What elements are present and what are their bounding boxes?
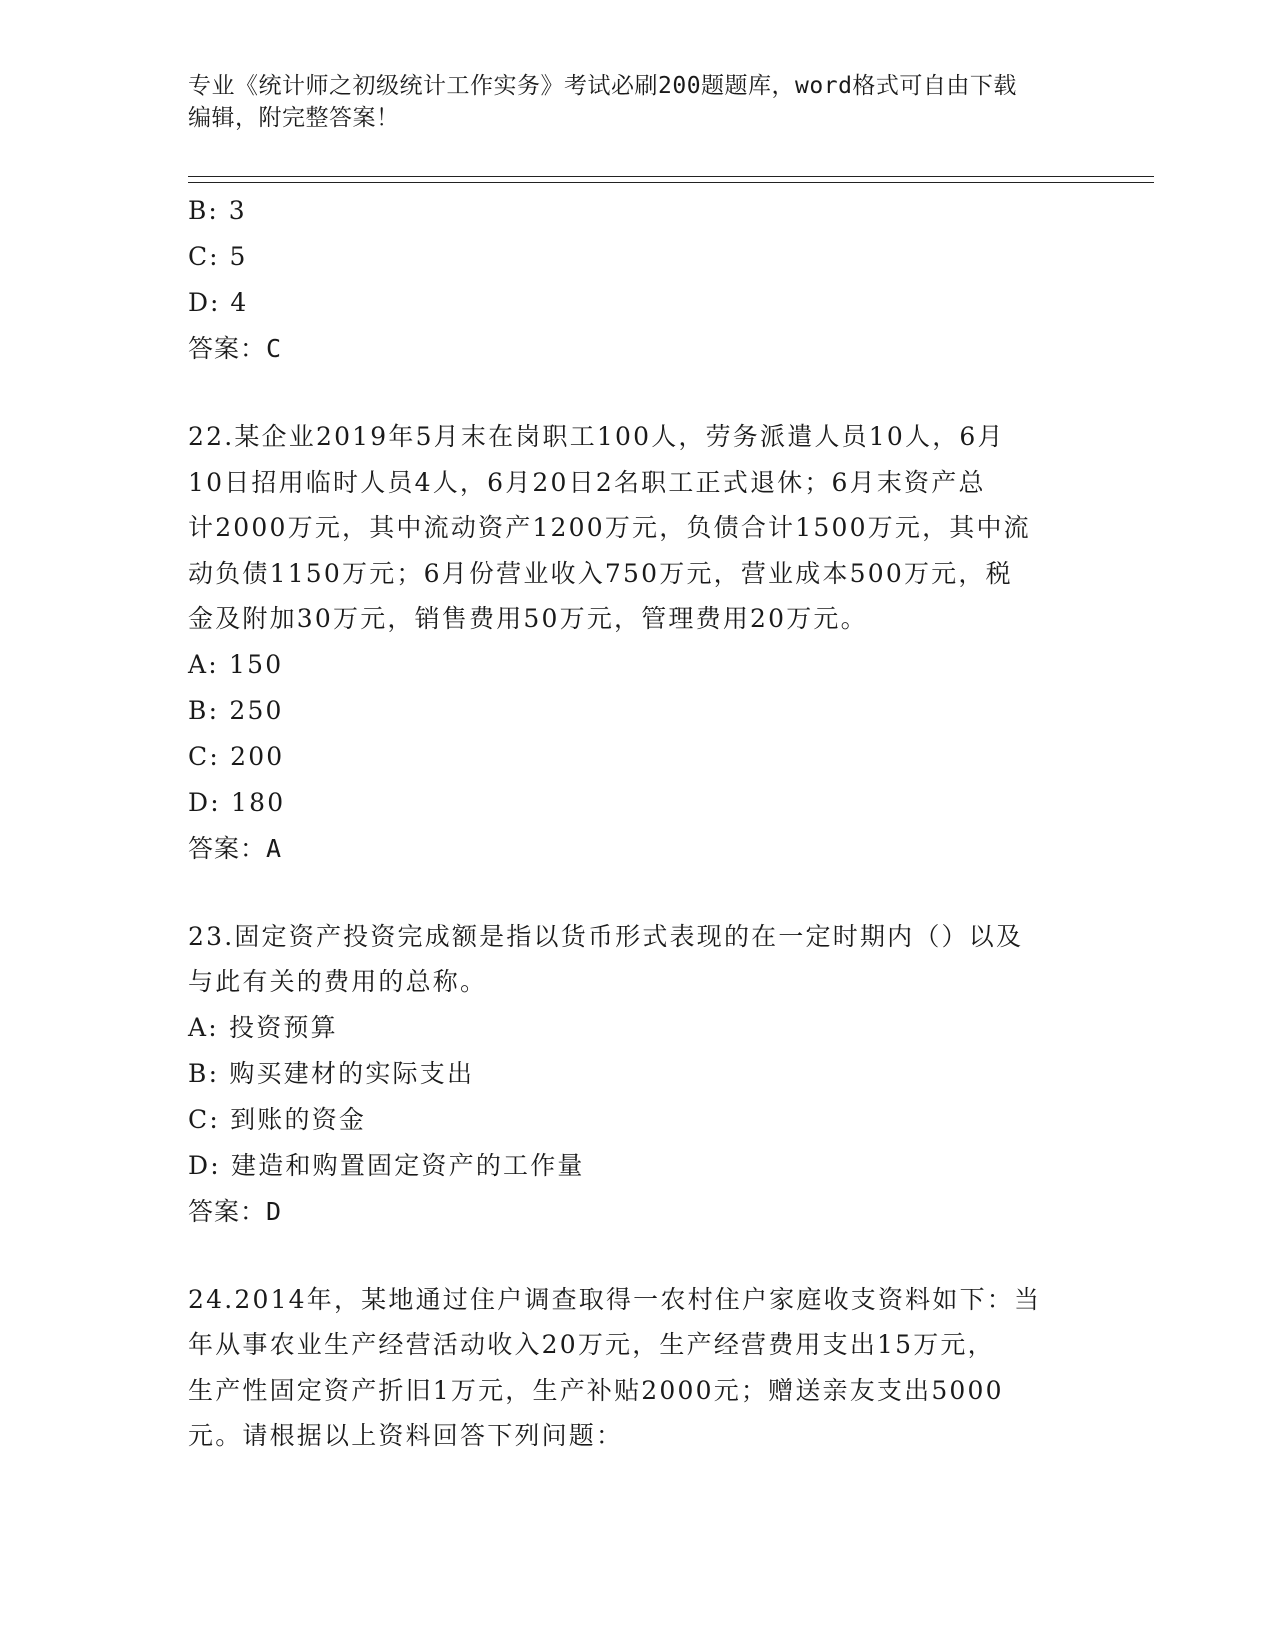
option-a: A: 投资预算 <box>188 1012 338 1042</box>
option-d: D: 4 <box>188 288 249 317</box>
option-c: C: 到账的资金 <box>188 1104 367 1134</box>
question-text-line: 10日招用临时人员4人，6月20日2名职工正式退休；6月末资产总 <box>188 467 986 497</box>
answer-line: 答案：A <box>188 833 283 863</box>
header-divider-top <box>188 176 1154 177</box>
question-24 <box>188 1277 1078 1459</box>
option-c: C: 200 <box>188 741 285 771</box>
option-b: B: 购买建材的实际支出 <box>188 1058 475 1088</box>
question-text-line: 年从事农业生产经营活动收入20万元，生产经营费用支出15万元， <box>188 1330 995 1359</box>
question-text-line: 生产性固定资产折旧1万元，生产补贴2000元；赠送亲友支出5000 <box>188 1375 1004 1405</box>
option-b: B: 250 <box>188 695 284 725</box>
question-text-line: 与此有关的费用的总称。 <box>188 967 488 996</box>
header-divider-bottom <box>188 182 1154 183</box>
option-a: A: 150 <box>188 649 284 679</box>
question-21-tail <box>188 188 1078 372</box>
question-text-line: 22.某企业2019年5月末在岗职工100人，劳务派遣人员10人，6月 <box>188 422 1005 451</box>
header-line-1: 专业《统计师之初级统计工作实务》考试必刷200题题库，word格式可自由下载 <box>188 73 1017 99</box>
option-c: C: 5 <box>188 242 248 271</box>
question-text-line: 23.固定资产投资完成额是指以货币形式表现的在一定时期内（）以及 <box>188 921 1024 951</box>
option-b: B: 3 <box>188 196 247 225</box>
question-text-line: 元。请根据以上资料回答下列问题： <box>188 1421 624 1450</box>
question-23 <box>188 914 1078 1235</box>
question-text-line: 动负债1150万元；6月份营业收入750万元，营业成本500万元，税 <box>188 558 1013 588</box>
answer-line: 答案：C <box>188 334 283 363</box>
question-text-line: 24.2014年，某地通过住户调查取得一农村住户家庭收支资料如下：当 <box>188 1284 1042 1314</box>
question-text-line: 金及附加30万元，销售费用50万元，管理费用20万元。 <box>188 604 868 633</box>
question-22 <box>188 414 1078 872</box>
document-header <box>188 70 1068 134</box>
answer-line: 答案：D <box>188 1196 283 1226</box>
option-d: D: 180 <box>188 787 286 817</box>
option-d: D: 建造和购置固定资产的工作量 <box>188 1150 585 1180</box>
header-line-2: 编辑，附完整答案！ <box>188 105 400 131</box>
document-body <box>188 188 1078 1459</box>
question-text-line: 计2000万元，其中流动资产1200万元，负债合计1500万元，其中流 <box>188 513 1031 542</box>
